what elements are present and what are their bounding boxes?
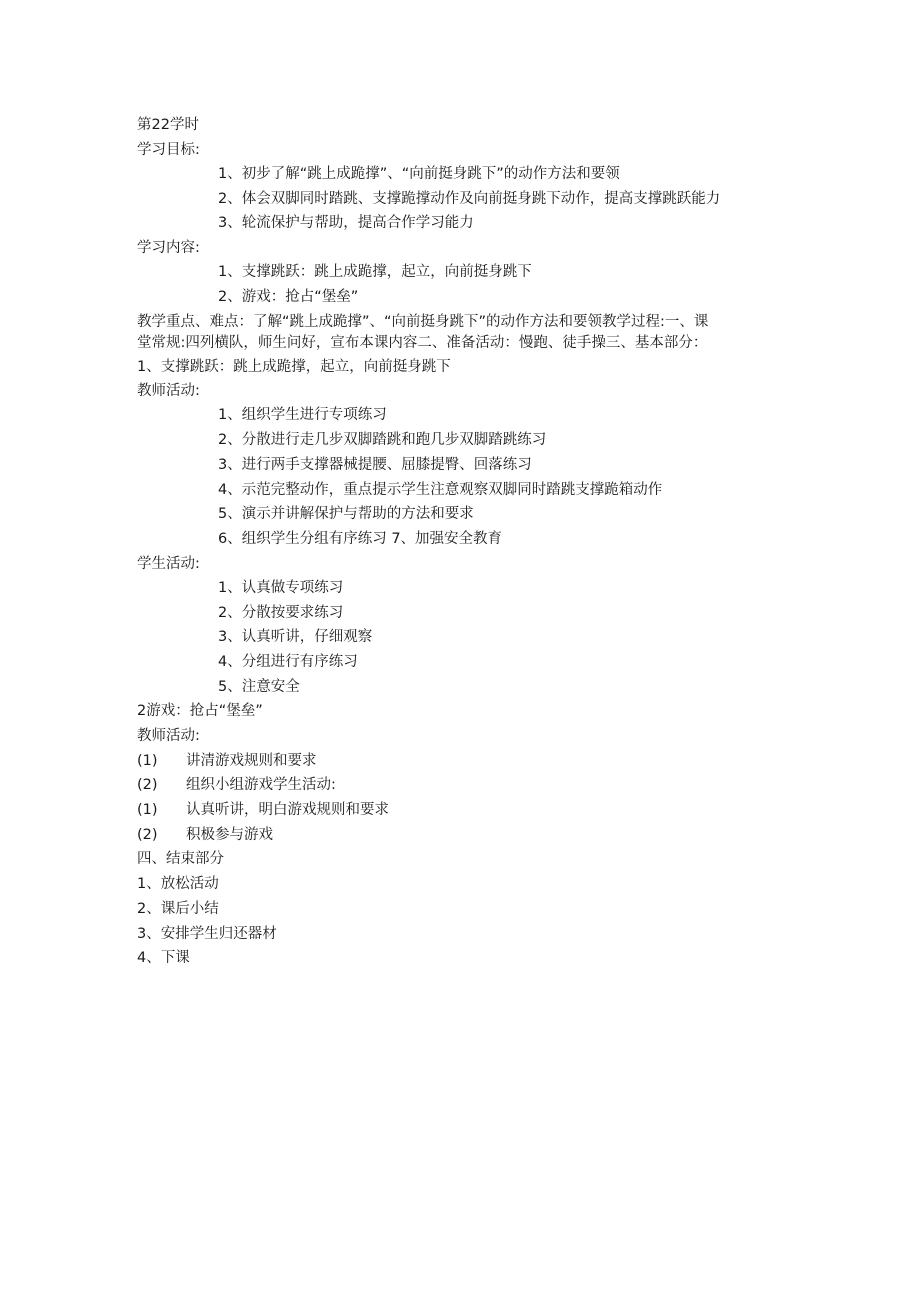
end-item: 3、安排学生归还器材 [137, 926, 277, 942]
teacher-item: 6、组织学生分组有序练习 7、加强安全教育 [218, 531, 503, 547]
content-item: 2、游戏：抢占“堡垒” [218, 289, 359, 305]
teacher-item: 3、进行两手支撑器械提腰、屈膝提臀、回落练习 [218, 457, 532, 473]
teacher-item: 5、演示并讲解保护与帮助的方法和要求 [218, 506, 474, 522]
part1-title: 1、支撑跳跃：跳上成跪撑，起立，向前挺身跳下 [137, 359, 451, 375]
end-item: 2、课后小结 [137, 901, 219, 917]
game-item-text: 认真听讲，明白游戏规则和要求 [186, 802, 389, 818]
game-item-number: (1) [137, 802, 158, 818]
teacher-item: 2、分散进行走几步双脚踏跳和跑几步双脚踏跳练习 [218, 432, 547, 448]
teacher-heading: 教师活动: [137, 383, 200, 399]
game-item-number: (2) [137, 777, 158, 793]
game-item-number: (1) [137, 753, 158, 769]
game-item-text: 讲清游戏规则和要求 [186, 753, 317, 769]
teacher-item: 4、示范完整动作，重点提示学生注意观察双脚同时踏跳支撑跪箱动作 [218, 482, 663, 498]
student-item: 4、分组进行有序练习 [218, 654, 358, 670]
student-item: 2、分散按要求练习 [218, 605, 344, 621]
end-item: 4、下课 [137, 950, 190, 966]
objective-item: 1、初步了解“跳上成跪撑”、“向前挺身跳下”的动作方法和要领 [218, 166, 620, 182]
objectives-heading: 学习目标: [137, 142, 200, 158]
key-points-line: 教学重点、难点：了解“跳上成跪撑”、“向前挺身跳下”的动作方法和要领教学过程:一、课 [137, 314, 709, 330]
end-heading: 四、结束部分 [137, 851, 224, 867]
key-points-line: 堂常规:四列横队，师生问好，宣布本课内容二、准备活动：慢跑、徒手操三、基本部分： [137, 335, 708, 351]
game-item-number: (2) [137, 827, 158, 843]
content-heading: 学习内容: [137, 240, 200, 256]
student-item: 5、注意安全 [218, 679, 300, 695]
lesson-title: 第22学时 [137, 117, 199, 133]
student-heading: 学生活动: [137, 556, 200, 572]
game-item-text: 积极参与游戏 [186, 827, 273, 843]
student-item: 1、认真做专项练习 [218, 580, 344, 596]
game-title: 2游戏：抢占“堡垒” [137, 703, 263, 719]
teacher-item: 1、组织学生进行专项练习 [218, 407, 387, 423]
objective-item: 3、轮流保护与帮助，提高合作学习能力 [218, 215, 474, 231]
end-item: 1、放松活动 [137, 876, 219, 892]
objective-item: 2、体会双脚同时踏跳、支撑跪撑动作及向前挺身跳下动作，提高支撑跳跃能力 [218, 191, 721, 207]
content-item: 1、支撑跳跃：跳上成跪撑，起立，向前挺身跳下 [218, 264, 532, 280]
student-item: 3、认真听讲，仔细观察 [218, 629, 373, 645]
game-item-text: 组织小组游戏学生活动: [186, 777, 336, 793]
game-teacher-heading: 教师活动: [137, 728, 200, 744]
